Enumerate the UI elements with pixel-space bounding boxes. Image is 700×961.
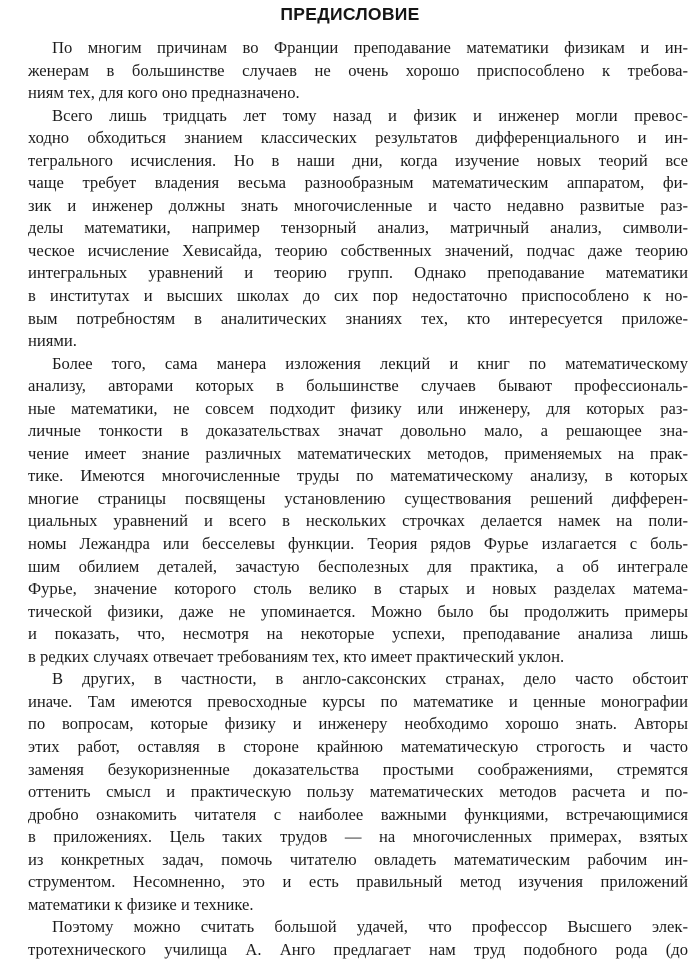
text-line: струментом. Несомненно, это и есть правильный метод изучения приложений [28, 872, 688, 892]
text-line: интегральных уравнений и теорию групп. Однако преподавание математики [28, 263, 688, 283]
text-line: тротехнического училища А. Анго предлагает нам труд подобного рода (до [28, 939, 688, 959]
text-line: шим обилием деталей, зачастую бесполезных для практика, а об интеграле [28, 556, 688, 576]
text-line: циальных уравнений и всего в нескольких строчках делается намек на поли- [28, 511, 688, 531]
text-line: в приложениях. Цель таких трудов — на многочисленных примерах, взятых [28, 827, 688, 847]
text-line: ходно обходиться знанием классических результатов дифференциального и ин- [28, 128, 688, 148]
preface-body [28, 37, 688, 961]
text-line: личные тонкости в доказательствах значат довольно мало, а решающее зна- [28, 421, 688, 441]
text-line: тике. Имеются многочисленные труды по математическому анализу, в которых [28, 466, 688, 486]
text-line: делы математики, например тензорный анализ, матричный анализ, символи- [28, 218, 688, 238]
text-line: Фурье, значение которого столь велико в старых и новых разделах матема- [28, 579, 688, 599]
text-line: По многим причинам во Франции преподавание математики физикам и ин- [52, 38, 688, 57]
text-line: зик и инженер должны знать многочисленные и часто недавно развитые раз- [28, 195, 688, 215]
text-line: Более того, сама манера изложения лекций и книг по математическому [52, 353, 688, 373]
text-line: Поэтому можно считать большой удачей, что профессор Высшего элек- [52, 917, 688, 937]
text-line: в институтах и высших школах до сих пор недостаточно приспособлено к но- [28, 286, 688, 306]
text-line: тической физики, даже не упоминается. Можно было бы продолжить примеры [28, 601, 688, 621]
text-line: Всего лишь тридцать лет тому назад и физик и инженер могли превос- [52, 105, 688, 125]
text-line: и показать, что, несмотря на некоторые успехи, преподавание анализа лишь [28, 624, 688, 644]
text-line: чение имеет знание различных математических методов, применяемых на прак- [28, 443, 688, 463]
text-line: чаще требует владения весьма разнообразным математическим аппаратом, фи- [28, 173, 688, 193]
page-title: ПРЕДИСЛОВИЕ [280, 4, 420, 24]
text-line: оттенить смысл и практическую пользу математических методов расчета и по- [28, 782, 688, 802]
text-line: анализу, авторами которых в большинстве случаев бывают профессиональ- [28, 376, 688, 396]
text-line: в редких случаях отвечает требованиям тех, кто имеет практический уклон. [28, 646, 565, 666]
text-line: ниям тех, для кого оно предназначено. [28, 83, 300, 103]
text-line: дробно ознакомить читателя с наиболее важными функциями, встречающимися [28, 804, 688, 824]
text-line: ниями. [28, 331, 77, 351]
text-line: номы Лежандра или бесселевы функции. Теория рядов Фурье излагается с боль- [28, 534, 688, 554]
text-line: заменяя безукоризненные доказательства простыми соображениями, стремятся [28, 759, 688, 779]
text-line: многие страницы посвящены установлению существования решений дифферен- [28, 488, 688, 508]
text-line: иначе. Там имеются превосходные курсы по математике и ценные монографии [28, 691, 688, 711]
text-line: женерам в большинстве случаев не очень хорошо приспособлено к требова- [28, 60, 688, 80]
text-line: из конкретных задач, помочь читателю овладеть математическим рабочим ин- [28, 849, 688, 869]
text-line: ческое исчисление Хевисайда, теорию собственных значений, подчас даже теорию [28, 240, 688, 260]
text-line: ные математики, не совсем подходит физику или инженеру, для которых раз- [28, 398, 688, 418]
text-line: вым потребностям в аналитических знаниях тех, кто интересуется приложе- [28, 308, 688, 328]
text-line: В других, в частности, в англо-саксонских странах, дело часто обстоит [52, 669, 688, 689]
text-line: по вопросам, которые физику и инженеру необходимо хорошо знать. Авторы [28, 714, 688, 734]
text-line: этих работ, оставляя в стороне крайнюю математическую строгость и часто [28, 736, 688, 756]
text-line: тегрального исчисления. Но в наши дни, когда изучение новых теорий все [28, 150, 688, 170]
text-line: математики к физике и технике. [28, 894, 254, 914]
